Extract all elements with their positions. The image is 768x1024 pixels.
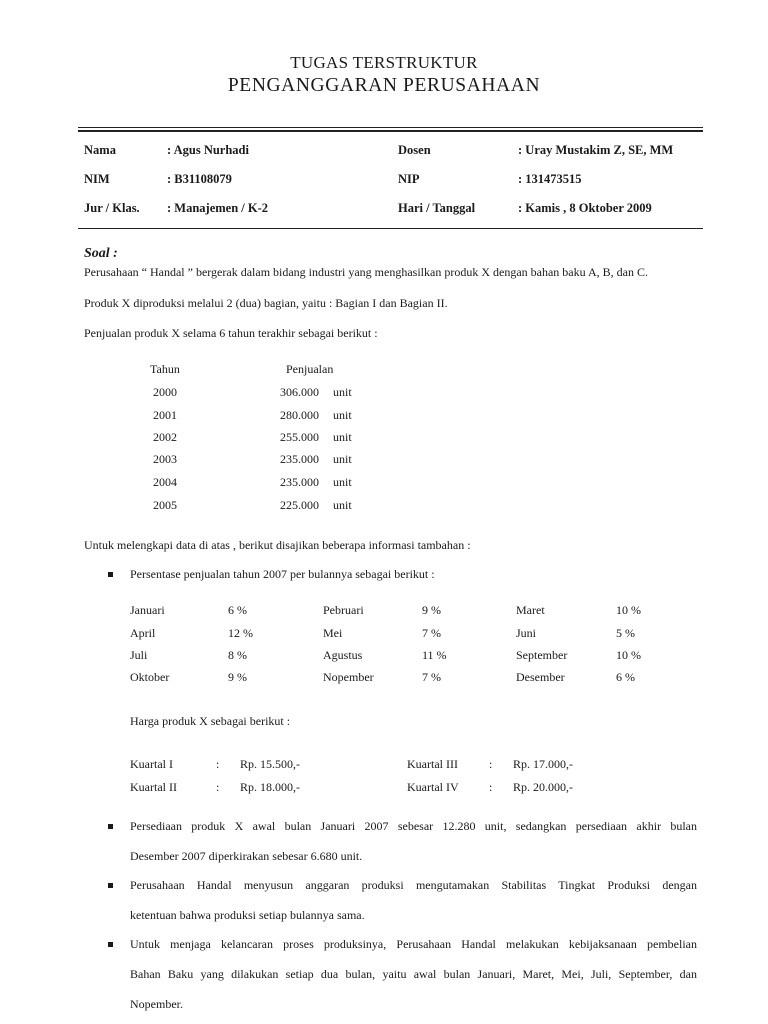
- info-value-nip: : 131473515: [518, 172, 582, 186]
- sales-year: 2005: [153, 498, 177, 512]
- month-percent: 8 %: [228, 648, 247, 662]
- month-percent: 6 %: [616, 670, 635, 684]
- quarter-colon: :: [216, 757, 220, 771]
- quarter-price: Rp. 15.500,-: [240, 757, 300, 771]
- sales-amount: 280.000: [280, 408, 319, 422]
- bullet-4-line-3: Nopember.: [130, 997, 183, 1011]
- info-label-nip: NIP: [398, 172, 420, 186]
- bullet-1-text: Persentase penjualan tahun 2007 per bulannya sebagai berikut :: [130, 567, 435, 581]
- bullet-icon: [108, 942, 113, 947]
- sales-year: 2000: [153, 385, 177, 399]
- quarter-price: Rp. 18.000,-: [240, 780, 300, 794]
- month-percent: 9 %: [228, 670, 247, 684]
- soal-paragraph-1: Perusahaan “ Handal ” bergerak dalam bidang industri yang menghasilkan produk X dengan bahan baku A, B, dan C.: [84, 265, 648, 279]
- sales-header-sales: Penjualan: [286, 362, 334, 376]
- month-percent: 10 %: [616, 648, 641, 662]
- sales-year: 2002: [153, 430, 177, 444]
- quarter-colon: :: [216, 780, 220, 794]
- month-name: Juli: [130, 648, 148, 662]
- month-name: April: [130, 626, 156, 640]
- info-value-nim: : B31108079: [167, 172, 232, 186]
- sales-unit: unit: [333, 498, 352, 512]
- month-percent: 11 %: [422, 648, 447, 662]
- sales-amount: 255.000: [280, 430, 319, 444]
- sales-header-year: Tahun: [150, 362, 180, 376]
- sales-unit: unit: [333, 408, 352, 422]
- info-value-tanggal: : Kamis , 8 Oktober 2009: [518, 201, 652, 215]
- sales-unit: unit: [333, 385, 352, 399]
- document-title: TUGAS TERSTRUKTUR: [290, 53, 478, 72]
- quarter-label: Kuartal I: [130, 757, 173, 771]
- quarter-label: Kuartal IV: [407, 780, 459, 794]
- month-percent: 10 %: [616, 603, 641, 617]
- month-name: Nopember: [323, 670, 374, 684]
- month-name: September: [516, 648, 568, 662]
- info-label-nama: Nama: [84, 143, 116, 157]
- sales-year: 2001: [153, 408, 177, 422]
- sales-unit: unit: [333, 475, 352, 489]
- month-percent: 12 %: [228, 626, 253, 640]
- info-value-jurusan: : Manajemen / K-2: [167, 201, 269, 215]
- info-bottom-rule: [78, 228, 703, 229]
- month-percent: 6 %: [228, 603, 247, 617]
- bullet-4-line-1: Untuk menjaga kelancaran proses produksinya, Perusahaan Handal melakukan kebijaksanaan pembelian: [130, 937, 697, 951]
- info-label-dosen: Dosen: [398, 143, 431, 157]
- bullet-icon: [108, 824, 113, 829]
- sales-year: 2004: [153, 475, 177, 489]
- price-intro: Harga produk X sebagai berikut :: [130, 714, 291, 728]
- additional-info-intro: Untuk melengkapi data di atas , berikut disajikan beberapa informasi tambahan :: [84, 538, 471, 552]
- info-label-jurusan: Jur / Klas.: [84, 201, 140, 215]
- info-value-dosen: : Uray Mustakim Z, SE, MM: [518, 143, 674, 157]
- month-name: Januari: [130, 603, 165, 617]
- soal-paragraph-2: Produk X diproduksi melalui 2 (dua) bagian, yaitu : Bagian I dan Bagian II.: [84, 296, 448, 310]
- month-percent: 7 %: [422, 626, 441, 640]
- month-name: Juni: [516, 626, 537, 640]
- soal-heading: Soal :: [84, 246, 118, 261]
- info-label-nim: NIM: [84, 172, 110, 186]
- quarter-price: Rp. 20.000,-: [513, 780, 573, 794]
- bullet-2-line-1: Persediaan produk X awal bulan Januari 2007 sebesar 12.280 unit, sedangkan persediaan akhir bulan: [130, 819, 697, 833]
- sales-unit: unit: [333, 452, 352, 466]
- bullet-4-line-2: Bahan Baku yang dilakukan setiap dua bulan, yaitu awal bulan Januari, Maret, Mei, Juli, September, dan: [130, 967, 697, 981]
- month-percent: 9 %: [422, 603, 441, 617]
- soal-paragraph-3: Penjualan produk X selama 6 tahun terakhir sebagai berikut :: [84, 326, 378, 340]
- month-percent: 7 %: [422, 670, 441, 684]
- month-name: Mei: [323, 626, 343, 640]
- quarter-price: Rp. 17.000,-: [513, 757, 573, 771]
- sales-amount: 235.000: [280, 475, 319, 489]
- bullet-icon: [108, 883, 113, 888]
- info-value-nama: : Agus Nurhadi: [167, 143, 249, 157]
- month-name: Oktober: [130, 670, 170, 684]
- quarter-label: Kuartal II: [130, 780, 177, 794]
- bullet-3-line-2: ketentuan bahwa produksi setiap bulannya sama.: [130, 908, 365, 922]
- sales-amount: 235.000: [280, 452, 319, 466]
- month-name: Desember: [516, 670, 565, 684]
- month-name: Maret: [516, 603, 545, 617]
- header-rule-thick: [78, 130, 703, 132]
- sales-amount: 225.000: [280, 498, 319, 512]
- month-name: Agustus: [323, 648, 363, 662]
- month-percent: 5 %: [616, 626, 635, 640]
- quarter-colon: :: [489, 780, 493, 794]
- sales-amount: 306.000: [280, 385, 319, 399]
- bullet-3-line-1: Perusahaan Handal menyusun anggaran produksi mengutamakan Stabilitas Tingkat Produksi dengan: [130, 878, 697, 892]
- document-subtitle: PENGANGGARAN PERUSAHAAN: [227, 75, 541, 96]
- quarter-colon: :: [489, 757, 493, 771]
- header-rule-thin: [78, 127, 703, 128]
- quarter-label: Kuartal III: [407, 757, 458, 771]
- info-label-tanggal: Hari / Tanggal: [398, 201, 476, 215]
- bullet-2-line-2: Desember 2007 diperkirakan sebesar 6.680 unit.: [130, 849, 363, 863]
- bullet-icon: [108, 572, 113, 577]
- month-name: Pebruari: [323, 603, 364, 617]
- sales-year: 2003: [153, 452, 177, 466]
- sales-unit: unit: [333, 430, 352, 444]
